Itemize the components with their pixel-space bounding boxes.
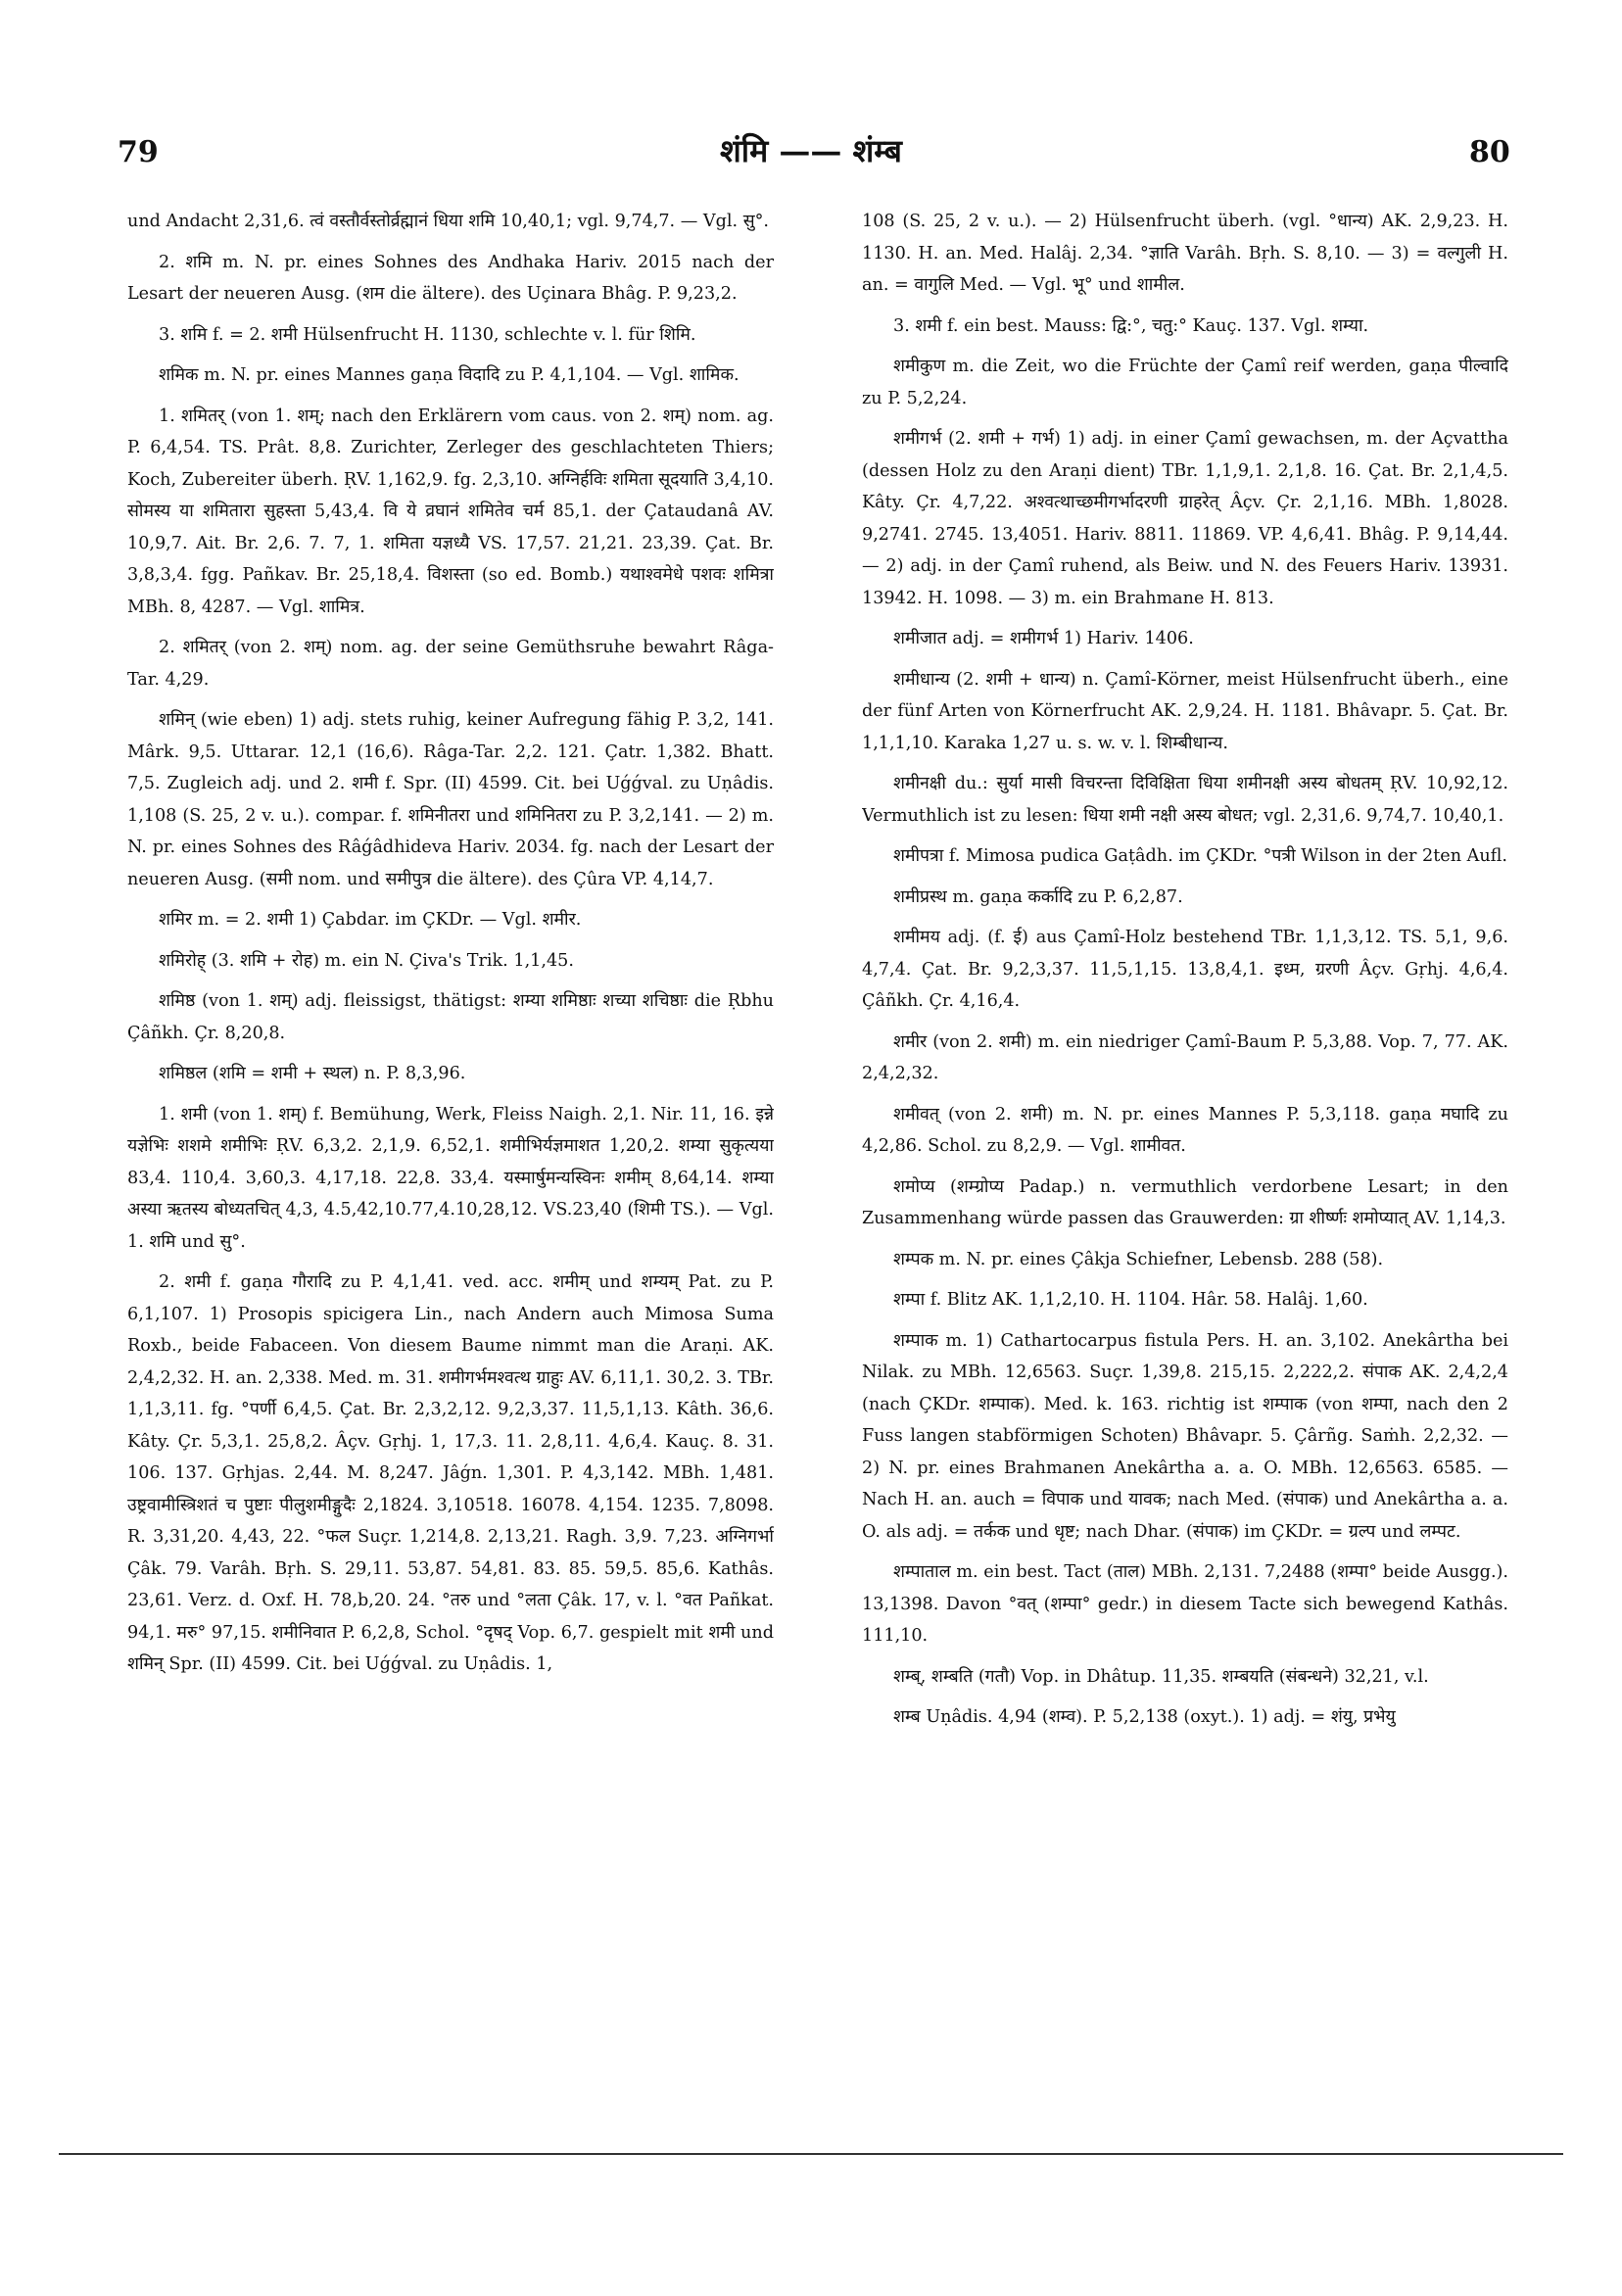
page-number-left: 79: [118, 135, 159, 169]
dictionary-entry: शमिष्ठ (von 1. शम्) adj. fleissigst, thätigst: शम्या शमिष्ठाः शच्या शचिष्ठाः die Ṛbhu Çâñkh. Çr. 8,20,8.: [127, 991, 774, 1043]
dictionary-entry: शमीवत् (von 2. शमी) m. N. pr. eines Mannes P. 5,3,118. gaṇa मघादि zu 4,2,86. Schol. zu 8,2,9. — Vgl. शामीवत.: [862, 1104, 1508, 1156]
dictionary-entry: शम्पा f. Blitz AK. 1,1,2,10. H. 1104. Hâr. 58. Halâj. 1,60.: [893, 1290, 1368, 1310]
dictionary-entry: शमीनक्षी du.: सुर्या मासी विचरन्ता दिविक्षिता धिया शमीनक्षी अस्य बोधतम् ṚV. 10,92,12. Vermuthlich ist zu lesen: धिया शमी नक्षी अस्य बोधत; vgl. 2,31,6. 9,74,7. 10,40,1.: [862, 774, 1508, 826]
dictionary-entry: शमोप्य (शम्ग्रोप्य Padap.) n. vermuthlich verdorbene Lesart; in den Zusammenhang würde passen das Grauwerden: ग्रा शीर्ष्णः शमोप्यात् AV. 1,14,3.: [862, 1176, 1508, 1228]
dictionary-entry: 2. शमी f. gaṇa गौरादि zu P. 4,1,41. ved. acc. शमीम् und शम्यम् Pat. zu P. 6,1,107. 1) Prosopis spicigera Lin., nach Andern auch Mimosa Suma Roxb., beide Fabaceen. Von diesem Baume nimmt man die Araṇi. AK. 2,4,2,32. H. an. 2,338. Med. m. 31. शमीगर्भमश्वत्थ ग्राहुः AV. 6,11,1. 30,2. 3. TBr. 1,1,3,11. fg. °पर्णी 6,4,5. Çat. Br. 2,3,2,12. 9,2,3,37. 11,5,1,13. Kâth. 36,6. Kâty. Çr. 5,3,1. 25,8,2. Âçv. Gṛhj. 1, 17,3. 11. 2,8,11. 4,6,4. Kauç. 8. 31. 106. 137. Gṛhjas. 2,44. M. 8,247. Jâǵn. 1,301. P. 4,3,142. MBh. 1,481. उष्ट्रवामीस्त्रिशतं च पुष्टाः पीलुशमीङ्गुदैः 2,1824. 3,10518. 16078. 4,154. 1235. 7,8098. R. 3,31,20. 4,43, 22. °फल Suçr. 1,214,8. 2,13,21. Ragh. 3,9. 7,23. अग्निगर्भा Çâk. 79. Varâh. Bṛh. S. 29,11. 53,87. 54,81. 83. 85. 59,5. 85,6. Kathâs. 23,61. Verz. d. Oxf. H. 78,b,20. 24. °तरु und °लता Çâk. 17, v. l. °वत Pañkat. 94,1. मरु° 97,15. शमीनिवात P. 6,2,8, Schol. °दृषद् Vop. 6,7. gespielt mit शमी und शमिन् Spr. (II) 4599. Cit. bei Uǵǵval. zu Uṇâdis. 1,: [127, 1272, 774, 1674]
dictionary-entry: शमीजात adj. = शमीगर्भ 1) Hariv. 1406.: [893, 629, 1194, 648]
dictionary-entry: 2. शमितर् (von 2. शम्) nom. ag. der seine Gemüthsruhe bewahrt Râga-Tar. 4,29.: [127, 638, 774, 690]
dictionary-entry: 108 (S. 25, 2 v. u.). — 2) Hülsenfrucht überh. (vgl. °धान्य) AK. 2,9,23. H. 1130. H. an. Med. Halâj. 2,34. °ज्ञाति Varâh. Bṛh. S. 8,10. — 3) = वल्गुली H. an. = वागुलि Med. — Vgl. भू° und शामील.: [862, 212, 1508, 295]
dictionary-entry: शम्ब Uṇâdis. 4,94 (शम्व). P. 5,2,138 (oxyt.). 1) adj. = शंयु, प्रभेयु: [893, 1707, 1396, 1727]
dictionary-entry: 3. शमी f. ein best. Mauss: द्वि:°, चतु:° Kauç. 137. Vgl. शम्या.: [893, 315, 1369, 336]
dictionary-entry: 2. शमि m. N. pr. eines Sohnes des Andhaka Hariv. 2015 nach der Lesart der neueren Ausg. (शम die ältere). des Uçinara Bhâg. P. 9,23,2.: [127, 252, 774, 304]
page-number-right: 80: [1469, 135, 1510, 169]
dictionary-entry: शम्पाक m. 1) Cathartocarpus fistula Pers. H. an. 3,102. Anekârtha bei Nilak. zu MBh. 12,6563. Suçr. 1,39,8. 215,15. 2,222,2. संपाक AK. 2,4,2,4 (nach ÇKDr. शम्पाक). Med. k. 163. richtig ist शम्पाक (von शम्पा, nach den 2 Fuss langen stabförmigen Schoten) Bhâvapr. 5. Çârñg. Saṁh. 2,2,32. — 2) N. pr. eines Brahmanen Anekârtha a. a. O. MBh. 12,6563. 6585. — Nach H. an. auch = विपाक und यावक; nach Med. (संपाक) und Anekârtha a. a. O. als adj. = तर्कक und धृष्ट; nach Dhar. (संपाक) im ÇKDr. = ग्रल्प und लम्पट.: [862, 1330, 1508, 1542]
dictionary-entry: 3. शमि f. = 2. शमी Hülsenfrucht H. 1130, schlechte v. l. für शिमि.: [159, 324, 696, 345]
dictionary-entry: शमीप्रस्थ m. gaṇa कर्कादि zu P. 6,2,87.: [893, 886, 1183, 907]
dictionary-entry: शमिर m. = 2. शमी 1) Çabdar. im ÇKDr. — Vgl. शमीर.: [159, 910, 582, 930]
dictionary-entry: शमीमय adj. (f. ई) aus Çamî-Holz bestehend TBr. 1,1,3,12. TS. 5,1, 9,6. 4,7,4. Çat. Br. 9,2,3,37. 11,5,1,15. 13,8,4,1. इध्म, ग्ररणी Âçv. Gṛhj. 4,6,4. Çâñkh. Çr. 4,16,4.: [862, 928, 1508, 1011]
dictionary-entry: शमीर (von 2. शमी) m. ein niedriger Çamî-Baum P. 5,3,88. Vop. 7, 77. AK. 2,4,2,32.: [862, 1031, 1508, 1083]
dictionary-entry: शमीपत्रा f. Mimosa pudica Gaṭâdh. im ÇKDr. °पत्री Wilson in der 2ten Aufl.: [893, 846, 1507, 866]
dictionary-entry: शमिन् (wie eben) 1) adj. stets ruhig, keiner Aufregung fähig P. 3,2, 141. Mârk. 9,5. Uttarar. 12,1 (16,6). Râga-Tar. 2,2. 121. Çatr. 1,382. Bhatt. 7,5. Zugleich adj. und 2. शमी f. Spr. (II) 4599. Cit. bei Uǵǵval. zu Uṇâdis. 1,108 (S. 25, 2 v. u.). compar. f. शमिनीतरा und शमिनितरा zu P. 3,2,141. — 2) m. N. pr. eines Sohnes des Râǵâdhideva Hariv. 2034. fg. nach der Lesart der neueren Ausg. (समी nom. und समीपुत्र die ältere). des Çûra VP. 4,14,7.: [127, 710, 774, 889]
dictionary-entry: शमीकुण m. die Zeit, wo die Früchte der Çamî reif werden, gaṇa पील्वादि zu P. 5,2,24.: [862, 357, 1508, 408]
left-column: [127, 206, 774, 2067]
dictionary-entry: 1. शमितर् (von 1. शम्; nach den Erklärern vom caus. von 2. शम्) nom. ag. P. 6,4,54. TS. Prât. 8,8. Zurichter, Zerleger des geschlachteten Thiers; Koch, Zubereiter überh. ṚV. 1,162,9. fg. 2,3,10. अग्निर्हविः शमिता सूदयाति 3,4,10. सोमस्य या शमितारा सुहस्ता 5,43,4. वि ये व्रघानं शमितेव चर्म 85,1. der Çataudanâ AV. 10,9,7. Ait. Br. 2,6. 7. 7, 1. शमिता यज्ञध्यै VS. 17,57. 21,21. 23,39. Çat. Br. 3,8,3,4. fgg. Pañkav. Br. 25,18,4. विशस्ता (so ed. Bomb.) यथाश्वमेधे पशवः शमित्रा MBh. 8, 4287. — Vgl. शामित्र.: [127, 406, 774, 617]
dictionary-entry: शमीधान्य (2. शमी + धान्य) n. Çamî-Körner, meist Hülsenfrucht überh., eine der fünf Arten von Körnerfrucht AK. 2,9,24. H. 1181. Bhâvapr. 5. Çat. Br. 1,1,1,10. Karaka 1,27 u. s. w. v. l. शिम्बीधान्य.: [862, 669, 1508, 753]
dictionary-entry: und Andacht 2,31,6. त्वं वस्तौर्वस्तोर्व्रह्मानं धिया शमि 10,40,1; vgl. 9,74,7. — Vgl. सु°.: [127, 212, 769, 231]
dictionary-entry: शमिक m. N. pr. eines Mannes gaṇa विदादि zu P. 4,1,104. — Vgl. शामिक.: [159, 365, 739, 385]
dictionary-entry: शम्पाताल m. ein best. Tact (ताल) MBh. 2,131. 7,2488 (शम्पा° beide Ausgg.). 13,1398. Davon °वत् (शम्पा° gedr.) in diesem Tacte sich bewegend Kathâs. 111,10.: [862, 1562, 1508, 1646]
dictionary-entry: शम्ब्, शम्बति (गतौ) Vop. in Dhâtup. 11,35. शम्बयति (संबन्धने) 32,21, v.l.: [893, 1666, 1429, 1687]
bottom-rule: [59, 2153, 1563, 2155]
right-column: [862, 206, 1508, 2067]
dictionary-entry: शमिष्ठल (शमि = शमी + स्थल) n. P. 8,3,96.: [159, 1064, 466, 1083]
dictionary-entry: शमीगर्भ (2. शमी + गर्भ) 1) adj. in einer Çamî gewachsen, m. der Açvattha (dessen Holz zu den Araṇi dient) TBr. 1,1,9,1. 2,1,8. 16. Çat. Br. 2,1,4,5. Kâty. Çr. 4,7,22. अश्वत्थाच्छमीगर्भादरणी ग्राहरेत् Âçv. Çr. 2,1,16. MBh. 1,8028. 9,2741. 2745. 13,4051. Hariv. 8811. 11869. VP. 4,6,41. Bhâg. P. 9,14,44. — 2) adj. in der Çamî ruhend, als Beiw. und N. des Feuers Hariv. 13931. 13942. H. 1098. — 3) m. ein Brahmane H. 813.: [862, 429, 1508, 608]
dictionary-entry: 1. शमी (von 1. शम्) f. Bemühung, Werk, Fleiss Naigh. 2,1. Nir. 11, 16. इन्ने यज्ञेभिः शशमे शमीभिः ṚV. 6,3,2. 2,1,9. 6,52,1. शमीभिर्यज्ञमाशत 1,20,2. शम्या सुकृत्यया 83,4. 110,4. 3,60,3. 4,17,18. 22,8. 33,4. यस्मार्षुमन्यस्विनः शमीम् 8,64,14. शम्या अस्या ऋतस्य बोध्यतचित् 4,3, 4.5,42,10.77,4.10,28,12. VS.23,40 (शिमी TS.). — Vgl. 1. शमि und सु°.: [127, 1104, 774, 1252]
dictionary-entry: शम्पक m. N. pr. eines Çâkja Schiefner, Lebensb. 288 (58).: [893, 1249, 1384, 1269]
running-head: शंमि —— शंम्ब: [720, 132, 902, 169]
dictionary-entry: शमिरोह् (3. शमि + रोह) m. ein N. Çiva's Trik. 1,1,45.: [159, 950, 574, 971]
